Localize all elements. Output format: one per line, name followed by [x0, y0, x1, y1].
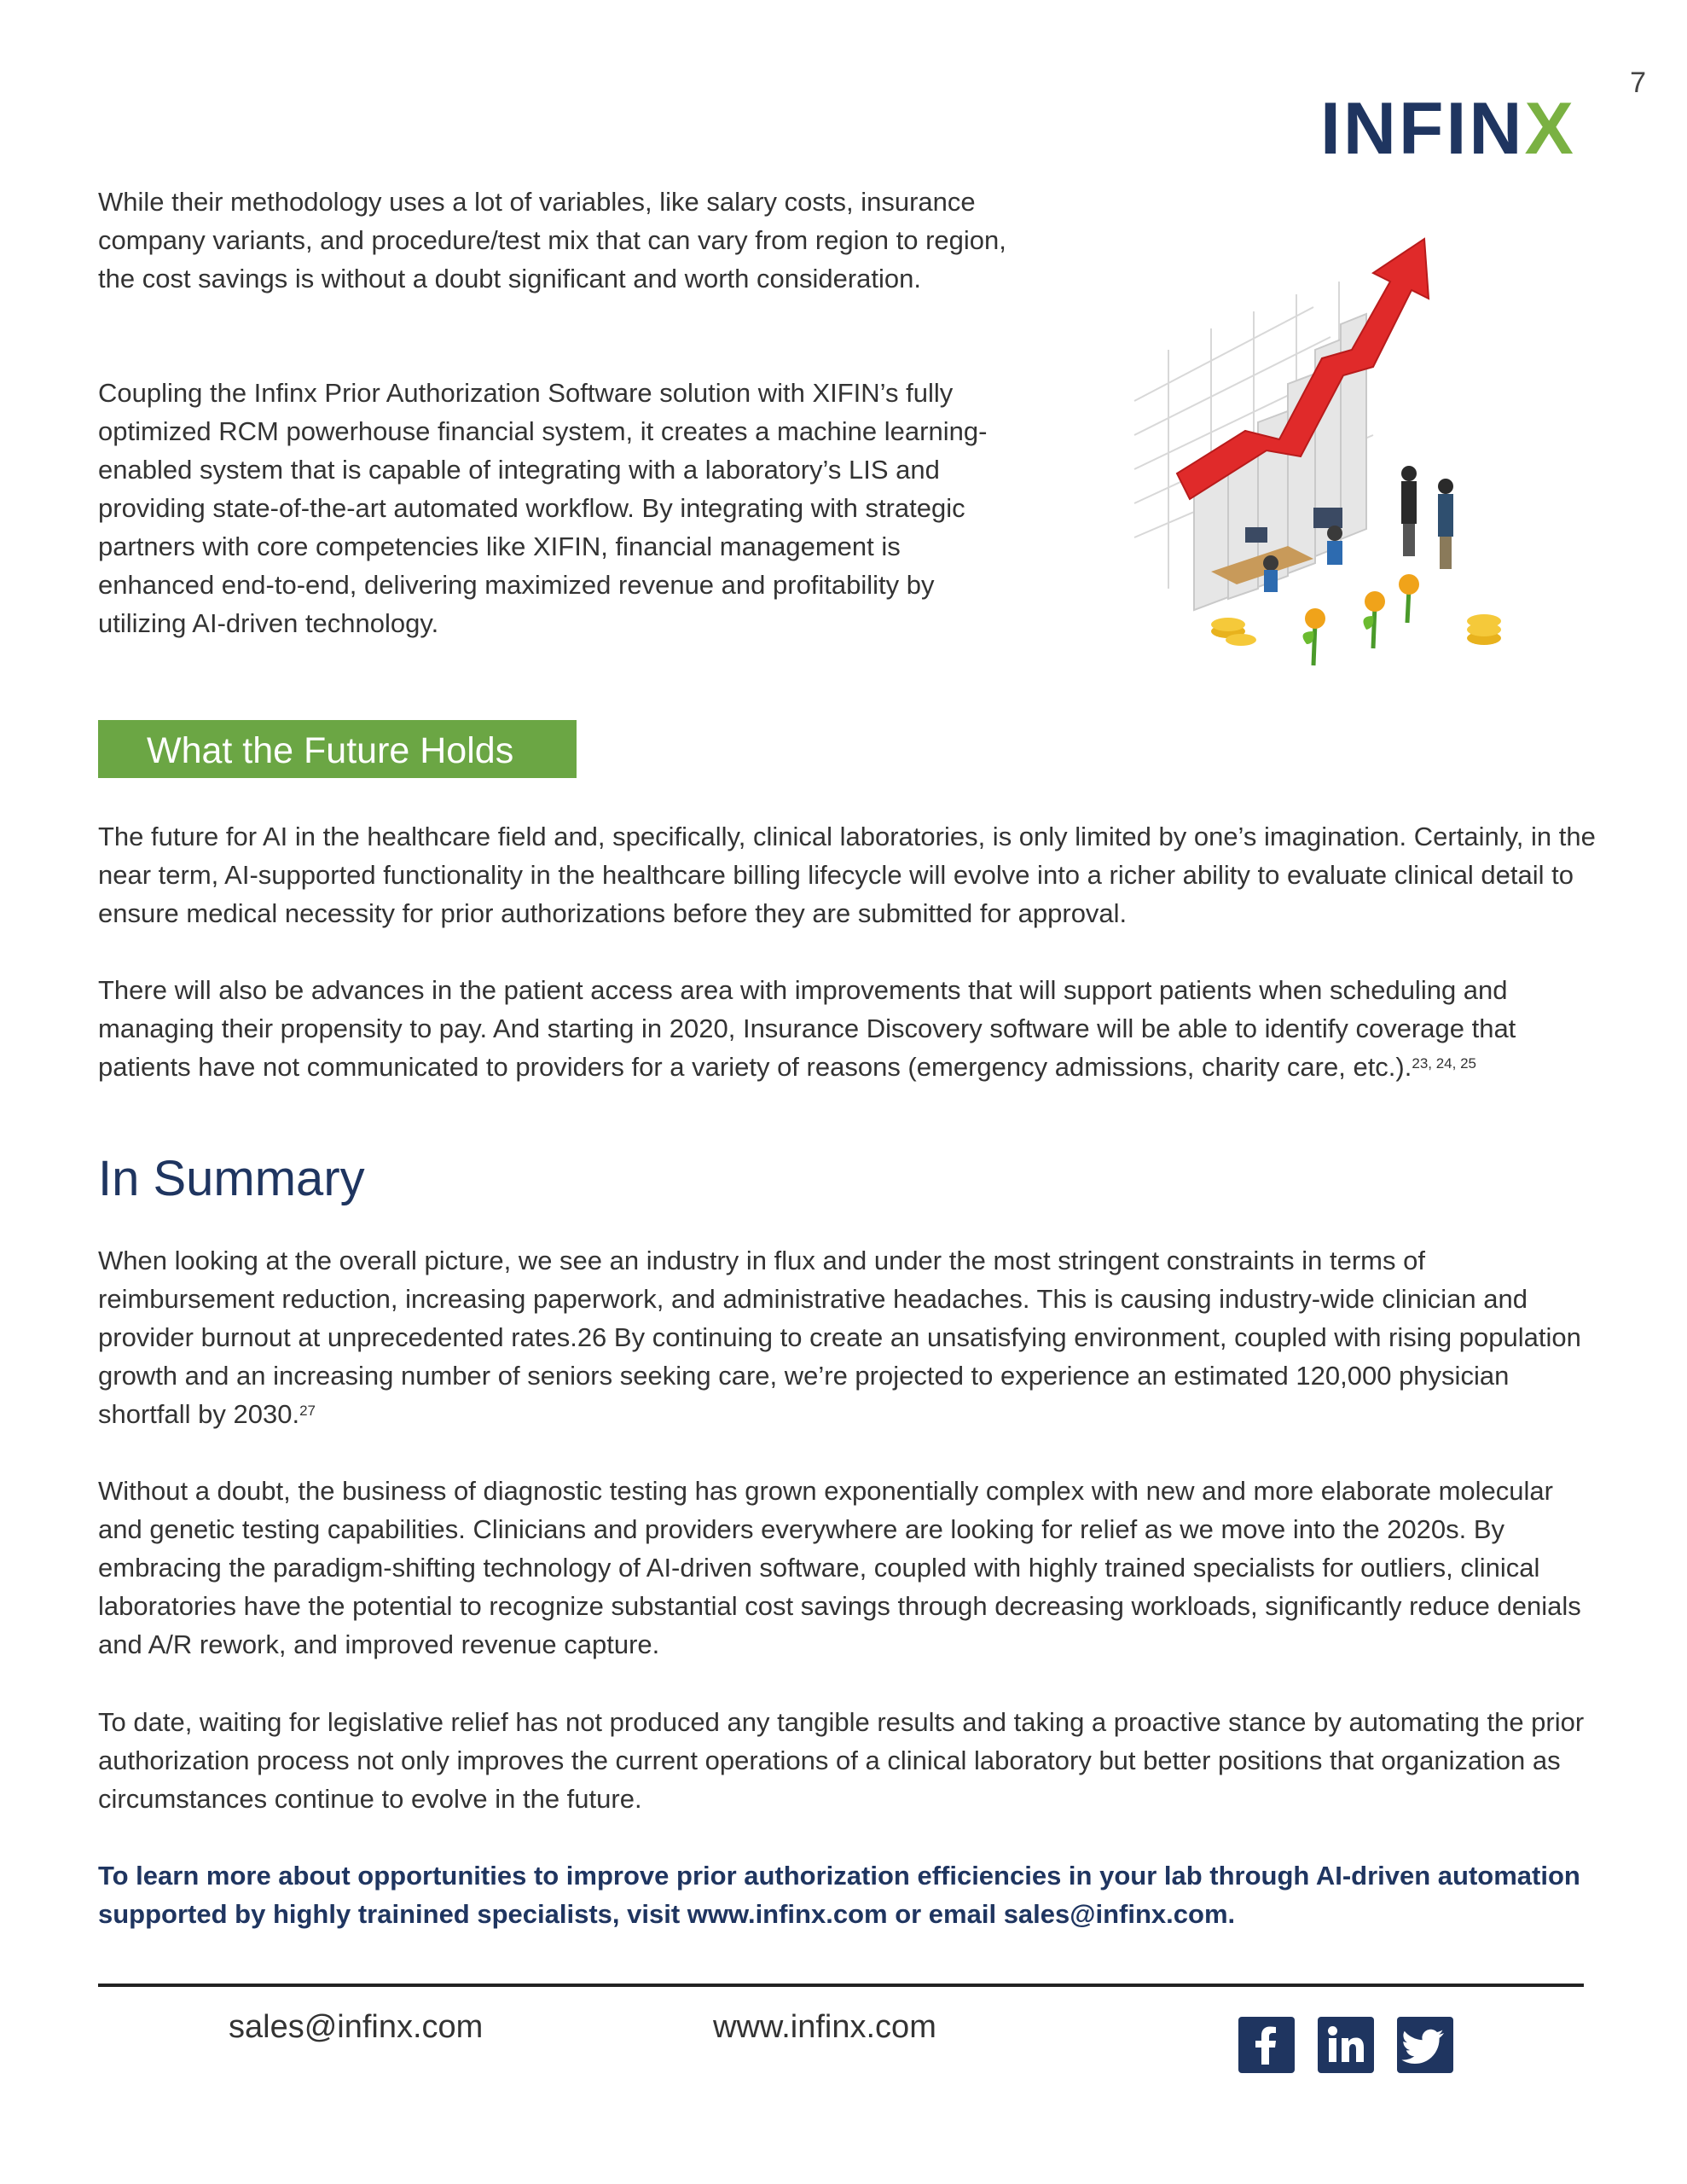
twitter-icon[interactable] [1397, 2017, 1453, 2073]
intro-paragraph-2: Coupling the Infinx Prior Authorization Software solution with XIFIN’s fully optimized RCM powerhouse financial system, it creates a machine learning-enabled system that is capable of integrating with a laboratory’s LIS and providing state-of-the-art automated workflow. By integrating with strategic partners with core competencies like XIFIN, financial management is enhanced end-to-end, delivering maximized revenue and profitability by utilizing AI-driven technology. [98, 378, 988, 638]
future-paragraph-1: The future for AI in the healthcare field and, specifically, clinical laboratories, is only limited by one’s imagination. Certainly, in the near term, AI-supported functionality in the healthcare billing lifecycle will evolve into a richer ability to evaluate clinical detail to ensure medical necessity for prior authorizations before they are submitted for approval. [98, 822, 1596, 928]
footer-website-link[interactable]: www.infinx.com [713, 2009, 936, 2045]
future-citation-refs: 23, 24, 25 [1412, 1055, 1476, 1072]
future-heading: What the Future Holds [147, 730, 514, 771]
future-paragraph-2 [98, 971, 1599, 1086]
footer-email-link[interactable]: sales@infinx.com [229, 2009, 484, 2045]
call-to-action: To learn more about opportunities to improve prior authorization efficiencies in your lab through AI-driven automation supported by highly trainined specialists, visit www.infinx.com or email sales@infinx.com. [98, 1861, 1580, 1929]
summary-citation-ref: 27 [299, 1403, 316, 1419]
summary-paragraph-1 [98, 1241, 1599, 1433]
growth-illustration [1117, 230, 1510, 682]
linkedin-icon[interactable] [1318, 2017, 1374, 2073]
footer-divider [98, 1984, 1584, 1987]
summary-paragraph-1-text: When looking at the overall picture, we see an industry in flux and under the most stringent constraints in terms of reimbursement reduction, increasing paperwork, and administrative headaches. This is causing industry-wide clinician and provider burnout at unprecedented rates.26 By continuing to create an unsatisfying environment, coupled with rising population growth and an increasing number of seniors seeking care, we’re projected to experience an estimated 120,000 physician shortfall by 2030. [98, 1246, 1581, 1429]
summary-paragraph-3: To date, waiting for legislative relief has not produced any tangible results and taking a proactive stance by automating the prior authorization process not only improves the current operations of a clinical laboratory but better positions that organization as circumstances continue to evolve in the future. [98, 1707, 1585, 1814]
page-number: 7 [1630, 67, 1646, 99]
infinx-logo [1320, 88, 1576, 170]
logo-text: INFIN [1320, 88, 1525, 170]
intro-paragraph-1: While their methodology uses a lot of variables, like salary costs, insurance company variants, and procedure/test mix that can vary from region to region, the cost savings is without a doubt significant and worth consideration. [98, 187, 1006, 293]
summary-heading: In Summary [98, 1151, 365, 1206]
facebook-icon[interactable] [1238, 2017, 1295, 2073]
future-paragraph-2-text: There will also be advances in the patient access area with improvements that will support patients when scheduling and managing their propensity to pay. And starting in 2020, Insurance Discovery software will be able to identify coverage that patients have not communicated to providers for a variety of reasons (emergency admissions, charity care, etc.). [98, 975, 1516, 1082]
summary-paragraph-2: Without a doubt, the business of diagnostic testing has grown exponentially complex with new and more elaborate molecular and genetic testing capabilities. Clinicians and providers everywhere are looking for relief as we move into the 2020s. By embracing the paradigm-shifting technology of AI-driven software, coupled with highly trained specialists for outliers, clinical laboratories have the potential to recognize substantial cost savings through decreasing workloads, significantly reduce denials and A/R rework, and improved revenue capture. [98, 1476, 1581, 1659]
logo-x: X [1524, 88, 1576, 170]
future-section-banner [98, 720, 577, 778]
